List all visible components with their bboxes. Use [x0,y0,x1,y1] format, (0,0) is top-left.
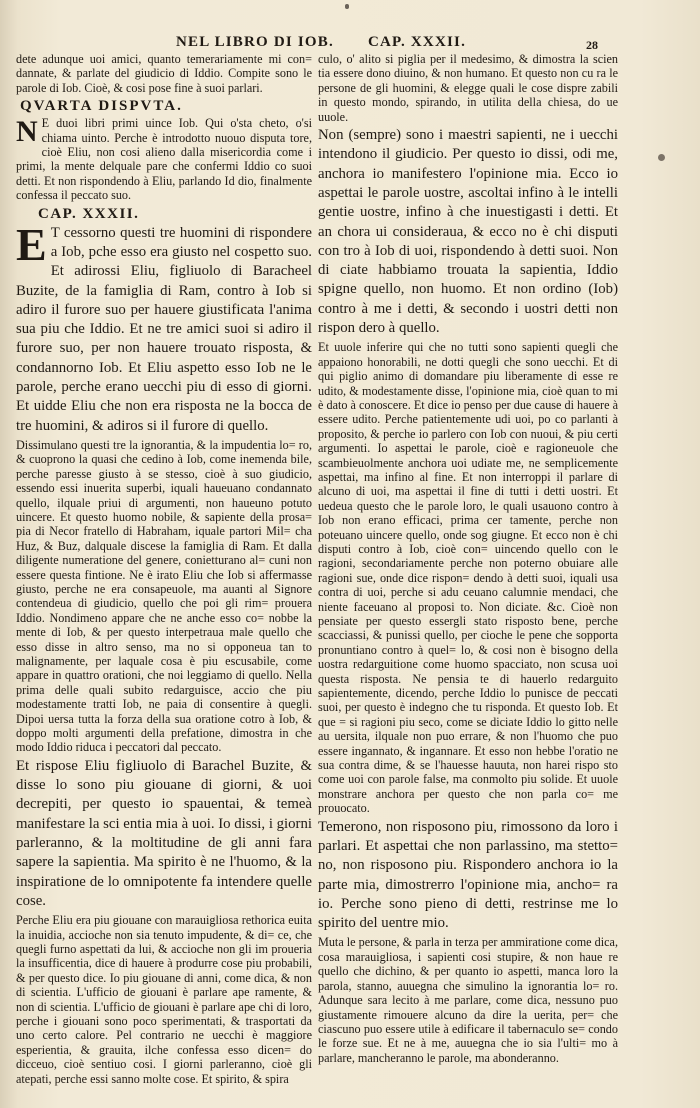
right-column [318,52,618,1067]
drop-cap: E [16,218,47,270]
commentary-paragraph [16,116,312,202]
running-head [176,34,466,51]
section-heading [38,205,312,223]
paragraph-text: Perche Eliu era piu giouane con marauigliosa rethorica euita la inuidia, accioche non sia tenuto impudente, & di= ce, che quegli furno aspettati da lui, & accioche non gli im proueria la insufficentia, dice di hauere à produrre cose piu probabili, & per questo dice. Io piu giouane di anni, come dica, & non di scientia. L'ufficio de giouani è parlare ape ramente, & non di scientia. L'ufficio de giouani è parlare ape chi di loro, perche i giouani sono poco sperimentati, & trasportati da uno certo calore. Pel contrario ne uecchi è maggiore esperientia, & grauita, ilche confessa esso dicen= do dicceuo, cioè sentiuo cosi. I giorni parleranno, cioè gli atepati, perche essi sanno molte cose. Et spirito, & spira [16,913,312,1086]
paragraph-text: Muta le persone, & parla in terza per ammiratione come dica, cosa marauigliosa, i sapienti cosi stupire, & non haue re quello che dichino, & per quanto io aspetti, manca loro la parola, stanno, auuegna che simulino la ignorantia lo= ro. Adunque sara lecito à me parlare, come dica, nessuno puo giustamente rimouere alcuno da dire la uerita, per= che ciascuno puo essere utile à edificare il tabernaculo se= condo le forze sue. Et ne à me, auuegna che io sia l'ulti= mo à parlare, mancheranno le parole, ma abonderanno. [318,935,618,1065]
scripture-paragraph [16,757,312,911]
paragraph-text: E duoi libri primi uince Iob. Qui o'sta cheto, o'si chiama uinto. Perche è introdotto nuouo disputa tore, cioè Eliu, non cosi alieno dalla misericordia come i primi, la mente delquale pare che confermi Iddio co suoi detti. Et non rispondendo à Eliu, parlando Id dio, finalmente confessa il peccato suo. [16,116,312,203]
scripture-paragraph [318,818,618,934]
commentary-paragraph [318,340,618,815]
paragraph-text: Dissimulano questi tre la ignorantia, & la impudentia lo= ro, & cuoprono la quasi che cedino à Iob, come inemenda bile, perche paresse giusto à se stesso, cioè à suo giudicio, essendo essi inuerita superbi, iquali haueuano condannato quello, ilquale priui di argumenti, non haueuno potuto uincere. Et questo huomo nobile, & sapiente della prosa= pia di Necor fratello di Habraham, iquale partori Mil= cha Huz, & Buz, dalquale discese la famiglia di Ram. Et dalla diligente numeratione del genere, conietturano al= cuni non essere questa fintione. Ne è irato Eliu che Iob si affermasse giusto, perche ne era consapeuole, ma auanti al Signore contendeua di giudicio, quello che poi gli rim= prouera Iddio. Nondimeno appare che ne anche esso co= nobbe la mente di Iob, & per questo interpetraua male quello che esso disse in altro senso, ma no si opponeua tan to malignamente, per laquale cosa è piu escusabile, come appare in quattro orationi, che noi leggiamo di quello. Nella prima delle quali subito redarguisce, accio che piu modestamente tratti Iob, ne paia di consentire à quegli. Dipoi uersa tutta la forza della sua oratione cotro à Iob, & doppo molti argumenti della prefatione, dimostra in che modo Iddio riduca i peccatori dal peccato. [16,437,312,755]
paragraph-text: QVARTA DISPVTA. [20,98,183,115]
paragraph-text: Temerono, non risposono piu, rimossono da loro i parlari. Et aspettai che non parlassino, ma stetto= no, non risposono piu. Rispondero anchora io la parte mia, dimostrerro l'opinione mia, ancho= ra io. Perche sono pieno di detti, restrinse me lo spirito del uentre mio. [318,818,618,932]
commentary-paragraph [16,438,312,755]
page-number: 28 [586,38,598,52]
scripture-paragraph [318,126,618,338]
running-head-title: NEL LIBRO DI IOB. [176,34,334,50]
paragraph-text: dete adunque uoi amici, quanto temerariamente mi con= dannate, & parlate del giudicio di Iddio. Compite sono le parole di Iob. Cioè, & cosi pose fine à suoi parlari. [16,52,312,95]
left-column [16,52,312,1088]
scripture-paragraph [16,218,312,436]
paragraph-text: Et rispose Eliu figliuolo di Barachel Buzite, & disse lo sono piu giouane di giorni, & uoi decrepiti, per questo io spauentai, & temeà manifestare la sci entia mia à uoi. Io dissi, i giorni parleranno, & la moltitudine de gli anni fara sapere la sapientia. Ma spirito è ne l'huomo, & la inspiratione de lo omnipotente fa intendere quelle cose. [16,757,312,909]
paragraph-text: T cessorno questi tre huomini di rispondere a Iob, pche esso era giusto nel cospetto suo. Et adirossi Eliu, figliuolo di Baracheel Buzite, de la famiglia di Ram, contro à Iob si adiro il furore suo per hauere giustificata l'anima sua piu che Iddio. Et ne tre amici suoi si adiro il furore suo, per non hauere trouato risposta, & condannorno Iob. Et Eliu aspetto esso Iob ne le parole, perche erano uecchi piu di esso di giorni. Et uidde Eliu che non era risposta ne la bocca de tre huomini, & adiros si il furore di quello. [16,224,312,434]
paper-blemish [658,154,665,161]
paragraph-text: Et uuole inferire qui che no tutti sono sapienti quegli che appaiono honorabili, ne dotti quegli che sono uecchi. Et di qui piglio animo di domandare piu liberamente di esse re udito, & modestamente disse, l'opinione mia, cioè quan to mi è dato à conoscere. Et dice io penso per due cause di hauere à essere udito. Perche patientemente udi uoi, po co parlanti à proposito, & perche io parlero con Iob con nuoui, & piu certi argumenti. Io aspettai le parole, cioè e ragioneuole che scambieuolmente anchora uoi udiate me, ne semplicemente aspettai, ma infino al fine. Et non interroppi il parlare di alcuno di uoi, ma aspettai il fine di tutti i detti uostri. Et uedeua questo che le parole loro, le quali usauono contro à Iob non erano efficaci, prima cer tamente, perche non poteuano uincere quello, onde sog giugne. Et ecco non è chi disputi contro à Iob, cioè con= uincendo quello con le ragioni, secondariamente perche non poterno obuiare alle ragioni sue, onde dice rispon= dendo à detti suoi, iquali usa contra di uoi, perche si adu ceuano calumnie mendaci, che niente faceuano al proposi to. Non diciate. &c. Cioè non pensiate per questo essergli stato risposto bene, perche scacciassi, & punissi quello, per cioche le pene che sopporta pronuntiano contro à quel= lo, & cosi non è bisogno della uostra redarguitione come huomo spacciato, non scusa uoi questa risposta. Ne pensia te di hauerlo redarguito sapientemente, dicendo, perche Iddio lo punisce de peccati suoi, per questo è indegno che tu risponda. Et questo Iob. Et que = si ragioni piu seco, come se diciate Iddio lo gitto nelle au uersita, ilquale non puo errare, & non l'huomo che puo essere ingannato, & ingannare. Et esso non hebbe l'oratio ne sua contra dime, & se l'hauesse hauuta, non harei rispo sto come uoi con parole false, ma conmolto piu solide. Et uuole monstrare anchora per questo che non parla co= me prouocato. [318,340,618,816]
paragraph-text: CAP. XXXII. [38,205,140,222]
ink-speck [345,4,349,9]
paragraph-text: culo, o' alito si piglia per il medesimo, & dimostra la scien tia essere dono diuino, & non humano. Et questo non cu ra le persone de gli huomini, & elegge quali le cose dispre zabili in questo mondo, spirando, in utilita della chiesa, do ue uuole. [318,52,618,124]
section-heading [20,97,312,115]
commentary-paragraph [16,52,312,95]
paragraph-text: Non (sempre) sono i maestri sapienti, ne i uecchi intendono il giudicio. Per questo io dissi, odi me, anchora io manifestero l'opinione mia. Ecco io aspettai le parole uostre, ascoltai infino à le intelli gentie uostre, infino à che inuestigasti i detti. Et an chora ui consideraua, & ecco no è chi disputi con tro à Iob di uoi, rispondendo à detti suoi. Non di ciate habbiamo trouata la sapientia, Iddio spigne quello, non huomo. Et non ordino (Iob) contro à me i detti, & secondo i uostri detti non rispon dero à quello. [318,127,618,336]
commentary-paragraph [318,52,618,124]
commentary-paragraph [318,935,618,1065]
commentary-paragraph [16,913,312,1086]
drop-cap: N [16,115,38,149]
running-head-chapter: CAP. XXXII. [367,34,467,50]
